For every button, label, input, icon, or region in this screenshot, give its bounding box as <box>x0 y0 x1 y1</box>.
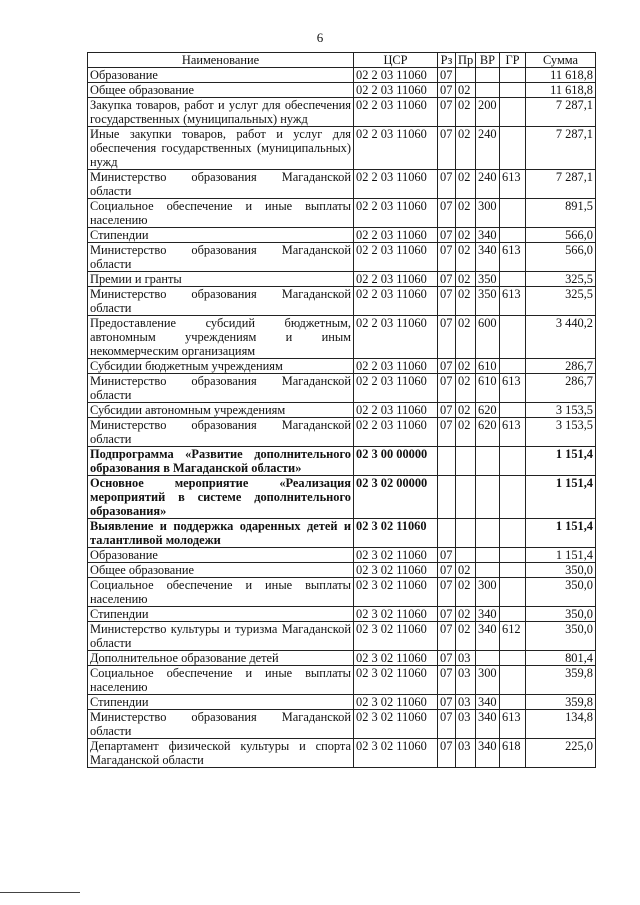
cell-sum: 359,8 <box>526 666 596 695</box>
cell-rz: 07 <box>438 272 456 287</box>
header-pr: Пр <box>456 53 476 68</box>
cell-pr: 02 <box>456 359 476 374</box>
cell-gr: 612 <box>500 622 526 651</box>
cell-name: Стипендии <box>88 607 354 622</box>
cell-csr: 02 3 02 11060 <box>354 563 438 578</box>
header-name: Наименование <box>88 53 354 68</box>
cell-csr: 02 2 03 11060 <box>354 83 438 98</box>
cell-gr <box>500 563 526 578</box>
cell-csr: 02 2 03 11060 <box>354 359 438 374</box>
cell-sum: 7 287,1 <box>526 127 596 170</box>
cell-vr: 340 <box>476 695 500 710</box>
cell-rz: 07 <box>438 695 456 710</box>
cell-csr: 02 2 03 11060 <box>354 374 438 403</box>
table-row <box>88 374 596 403</box>
cell-gr <box>500 548 526 563</box>
cell-pr: 02 <box>456 622 476 651</box>
cell-sum: 359,8 <box>526 695 596 710</box>
cell-name: Министерство образования Магаданской области <box>88 374 354 403</box>
cell-vr: 620 <box>476 403 500 418</box>
cell-gr <box>500 83 526 98</box>
table-row <box>88 739 596 768</box>
cell-pr: 02 <box>456 607 476 622</box>
cell-rz: 07 <box>438 316 456 359</box>
cell-vr: 350 <box>476 272 500 287</box>
cell-pr: 02 <box>456 127 476 170</box>
cell-rz: 07 <box>438 83 456 98</box>
cell-name: Предоставление субсидий бюджетным, автономным учреждениям и иным некоммерческим организациям <box>88 316 354 359</box>
cell-sum: 3 440,2 <box>526 316 596 359</box>
footer-rule <box>0 892 80 893</box>
cell-sum: 566,0 <box>526 228 596 243</box>
cell-name: Министерство образования Магаданской области <box>88 710 354 739</box>
cell-pr: 02 <box>456 563 476 578</box>
cell-sum: 134,8 <box>526 710 596 739</box>
cell-rz: 07 <box>438 170 456 199</box>
cell-rz: 07 <box>438 287 456 316</box>
cell-pr: 02 <box>456 272 476 287</box>
cell-name: Стипендии <box>88 695 354 710</box>
table-row <box>88 228 596 243</box>
cell-sum: 1 151,4 <box>526 548 596 563</box>
cell-gr <box>500 127 526 170</box>
cell-vr <box>476 68 500 83</box>
cell-name: Социальное обеспечение и иные выплаты населению <box>88 578 354 607</box>
cell-pr <box>456 68 476 83</box>
cell-sum: 350,0 <box>526 622 596 651</box>
cell-rz: 07 <box>438 127 456 170</box>
cell-gr <box>500 199 526 228</box>
cell-csr: 02 3 02 11060 <box>354 578 438 607</box>
table-row <box>88 83 596 98</box>
cell-gr <box>500 607 526 622</box>
cell-rz: 07 <box>438 243 456 272</box>
cell-pr: 02 <box>456 578 476 607</box>
cell-name: Общее образование <box>88 83 354 98</box>
cell-sum: 566,0 <box>526 243 596 272</box>
cell-gr <box>500 666 526 695</box>
cell-rz: 07 <box>438 651 456 666</box>
cell-vr: 340 <box>476 739 500 768</box>
cell-name: Социальное обеспечение и иные выплаты населению <box>88 199 354 228</box>
cell-csr: 02 3 00 00000 <box>354 447 438 476</box>
cell-gr <box>500 651 526 666</box>
cell-name: Субсидии бюджетным учреждениям <box>88 359 354 374</box>
cell-gr <box>500 476 526 519</box>
cell-pr: 02 <box>456 374 476 403</box>
cell-gr <box>500 447 526 476</box>
cell-csr: 02 3 02 11060 <box>354 739 438 768</box>
cell-sum: 325,5 <box>526 287 596 316</box>
cell-gr <box>500 68 526 83</box>
cell-gr <box>500 403 526 418</box>
cell-name: Субсидии автономным учреждениям <box>88 403 354 418</box>
cell-rz: 07 <box>438 578 456 607</box>
cell-pr: 03 <box>456 666 476 695</box>
cell-csr: 02 3 02 11060 <box>354 710 438 739</box>
cell-name: Выявление и поддержка одаренных детей и талантливой молодежи <box>88 519 354 548</box>
table-row <box>88 666 596 695</box>
cell-pr: 02 <box>456 228 476 243</box>
cell-gr: 613 <box>500 374 526 403</box>
cell-name: Министерство образования Магаданской области <box>88 243 354 272</box>
table-row <box>88 563 596 578</box>
cell-vr: 340 <box>476 228 500 243</box>
cell-pr: 02 <box>456 98 476 127</box>
cell-rz: 07 <box>438 607 456 622</box>
cell-rz: 07 <box>438 548 456 563</box>
cell-pr: 02 <box>456 316 476 359</box>
cell-sum: 11 618,8 <box>526 83 596 98</box>
cell-pr <box>456 548 476 563</box>
table-row <box>88 622 596 651</box>
cell-name: Иные закупки товаров, работ и услуг для обеспечения государственных (муниципальных) нужд <box>88 127 354 170</box>
cell-csr: 02 2 03 11060 <box>354 68 438 83</box>
cell-gr: 613 <box>500 243 526 272</box>
header-vr: ВР <box>476 53 500 68</box>
cell-csr: 02 2 03 11060 <box>354 403 438 418</box>
cell-name: Министерство образования Магаданской области <box>88 170 354 199</box>
cell-gr <box>500 359 526 374</box>
cell-vr <box>476 83 500 98</box>
cell-pr: 03 <box>456 651 476 666</box>
cell-name: Стипендии <box>88 228 354 243</box>
budget-table <box>87 52 596 768</box>
cell-sum: 891,5 <box>526 199 596 228</box>
cell-name: Дополнительное образование детей <box>88 651 354 666</box>
cell-gr <box>500 519 526 548</box>
cell-sum: 1 151,4 <box>526 476 596 519</box>
cell-name: Премии и гранты <box>88 272 354 287</box>
cell-sum: 225,0 <box>526 739 596 768</box>
cell-vr: 350 <box>476 287 500 316</box>
cell-vr <box>476 476 500 519</box>
cell-name: Министерство образования Магаданской области <box>88 418 354 447</box>
cell-rz <box>438 447 456 476</box>
cell-name: Министерство образования Магаданской области <box>88 287 354 316</box>
cell-sum: 3 153,5 <box>526 403 596 418</box>
cell-rz: 07 <box>438 666 456 695</box>
cell-gr <box>500 98 526 127</box>
cell-gr: 613 <box>500 287 526 316</box>
cell-rz: 07 <box>438 418 456 447</box>
table-row <box>88 359 596 374</box>
cell-gr <box>500 316 526 359</box>
cell-rz: 07 <box>438 739 456 768</box>
cell-csr: 02 2 03 11060 <box>354 418 438 447</box>
cell-name: Образование <box>88 548 354 563</box>
cell-sum: 11 618,8 <box>526 68 596 83</box>
cell-csr: 02 2 03 11060 <box>354 98 438 127</box>
header-csr: ЦСР <box>354 53 438 68</box>
cell-name: Социальное обеспечение и иные выплаты населению <box>88 666 354 695</box>
table-row <box>88 199 596 228</box>
table-row <box>88 578 596 607</box>
cell-vr: 340 <box>476 622 500 651</box>
cell-name: Закупка товаров, работ и услуг для обеспечения государственных (муниципальных) нужд <box>88 98 354 127</box>
cell-vr: 340 <box>476 243 500 272</box>
cell-pr <box>456 476 476 519</box>
table-row <box>88 272 596 287</box>
header-sum: Сумма <box>526 53 596 68</box>
cell-vr: 240 <box>476 127 500 170</box>
cell-rz <box>438 476 456 519</box>
cell-sum: 350,0 <box>526 578 596 607</box>
cell-pr: 03 <box>456 739 476 768</box>
table-row <box>88 607 596 622</box>
cell-csr: 02 2 03 11060 <box>354 243 438 272</box>
cell-sum: 7 287,1 <box>526 170 596 199</box>
cell-rz <box>438 519 456 548</box>
cell-gr: 618 <box>500 739 526 768</box>
cell-csr: 02 2 03 11060 <box>354 316 438 359</box>
table-row <box>88 287 596 316</box>
cell-gr <box>500 228 526 243</box>
table-row <box>88 170 596 199</box>
cell-rz: 07 <box>438 359 456 374</box>
cell-name: Основное мероприятие «Реализация мероприятий в системе дополнительного образования» <box>88 476 354 519</box>
header-gr: ГР <box>500 53 526 68</box>
cell-pr: 02 <box>456 199 476 228</box>
cell-csr: 02 2 03 11060 <box>354 199 438 228</box>
cell-rz: 07 <box>438 710 456 739</box>
cell-csr: 02 3 02 11060 <box>354 622 438 651</box>
cell-rz: 07 <box>438 374 456 403</box>
cell-csr: 02 2 03 11060 <box>354 228 438 243</box>
cell-vr: 600 <box>476 316 500 359</box>
cell-sum: 801,4 <box>526 651 596 666</box>
cell-rz: 07 <box>438 403 456 418</box>
table-row <box>88 68 596 83</box>
cell-vr: 620 <box>476 418 500 447</box>
table-row <box>88 695 596 710</box>
cell-pr: 02 <box>456 418 476 447</box>
cell-vr <box>476 519 500 548</box>
cell-gr <box>500 695 526 710</box>
cell-csr: 02 3 02 11060 <box>354 651 438 666</box>
cell-pr: 03 <box>456 695 476 710</box>
cell-sum: 350,0 <box>526 607 596 622</box>
cell-pr <box>456 447 476 476</box>
cell-vr <box>476 548 500 563</box>
table-row <box>88 403 596 418</box>
cell-rz: 07 <box>438 68 456 83</box>
cell-gr <box>500 272 526 287</box>
cell-vr: 610 <box>476 374 500 403</box>
cell-vr: 240 <box>476 170 500 199</box>
cell-sum: 286,7 <box>526 359 596 374</box>
header-rz: Рз <box>438 53 456 68</box>
cell-rz: 07 <box>438 228 456 243</box>
cell-vr: 200 <box>476 98 500 127</box>
cell-name: Департамент физической культуры и спорта Магаданской области <box>88 739 354 768</box>
cell-sum: 1 151,4 <box>526 519 596 548</box>
cell-csr: 02 2 03 11060 <box>354 272 438 287</box>
cell-sum: 286,7 <box>526 374 596 403</box>
cell-pr: 02 <box>456 83 476 98</box>
cell-name: Общее образование <box>88 563 354 578</box>
table-header-row <box>88 53 596 68</box>
cell-csr: 02 3 02 11060 <box>354 607 438 622</box>
cell-pr <box>456 519 476 548</box>
cell-rz: 07 <box>438 622 456 651</box>
cell-pr: 02 <box>456 170 476 199</box>
cell-sum: 1 151,4 <box>526 447 596 476</box>
cell-vr: 300 <box>476 199 500 228</box>
cell-gr: 613 <box>500 170 526 199</box>
table-row <box>88 98 596 127</box>
cell-vr <box>476 651 500 666</box>
table-row <box>88 447 596 476</box>
cell-rz: 07 <box>438 199 456 228</box>
cell-pr: 03 <box>456 710 476 739</box>
cell-csr: 02 2 03 11060 <box>354 170 438 199</box>
table-row <box>88 127 596 170</box>
table-row <box>88 418 596 447</box>
cell-csr: 02 3 02 11060 <box>354 519 438 548</box>
table-row <box>88 548 596 563</box>
cell-vr: 340 <box>476 607 500 622</box>
cell-csr: 02 2 03 11060 <box>354 287 438 316</box>
cell-csr: 02 2 03 11060 <box>354 127 438 170</box>
cell-rz: 07 <box>438 98 456 127</box>
cell-pr: 02 <box>456 243 476 272</box>
cell-vr: 300 <box>476 578 500 607</box>
table-row <box>88 476 596 519</box>
table-row <box>88 316 596 359</box>
cell-gr: 613 <box>500 418 526 447</box>
cell-gr: 613 <box>500 710 526 739</box>
cell-csr: 02 3 02 00000 <box>354 476 438 519</box>
page-number: 6 <box>316 30 324 45</box>
cell-csr: 02 3 02 11060 <box>354 695 438 710</box>
cell-vr: 610 <box>476 359 500 374</box>
table-row <box>88 243 596 272</box>
cell-vr: 340 <box>476 710 500 739</box>
cell-name: Министерство культуры и туризма Магаданской области <box>88 622 354 651</box>
table-row <box>88 651 596 666</box>
cell-csr: 02 3 02 11060 <box>354 666 438 695</box>
cell-pr: 02 <box>456 403 476 418</box>
cell-name: Подпрограмма «Развитие дополнительного образования в Магаданской области» <box>88 447 354 476</box>
cell-vr <box>476 563 500 578</box>
cell-rz: 07 <box>438 563 456 578</box>
cell-sum: 325,5 <box>526 272 596 287</box>
cell-sum: 7 287,1 <box>526 98 596 127</box>
table-row <box>88 519 596 548</box>
cell-name: Образование <box>88 68 354 83</box>
cell-csr: 02 3 02 11060 <box>354 548 438 563</box>
cell-sum: 3 153,5 <box>526 418 596 447</box>
cell-pr: 02 <box>456 287 476 316</box>
cell-vr: 300 <box>476 666 500 695</box>
cell-vr <box>476 447 500 476</box>
cell-gr <box>500 578 526 607</box>
cell-sum: 350,0 <box>526 563 596 578</box>
table-row <box>88 710 596 739</box>
